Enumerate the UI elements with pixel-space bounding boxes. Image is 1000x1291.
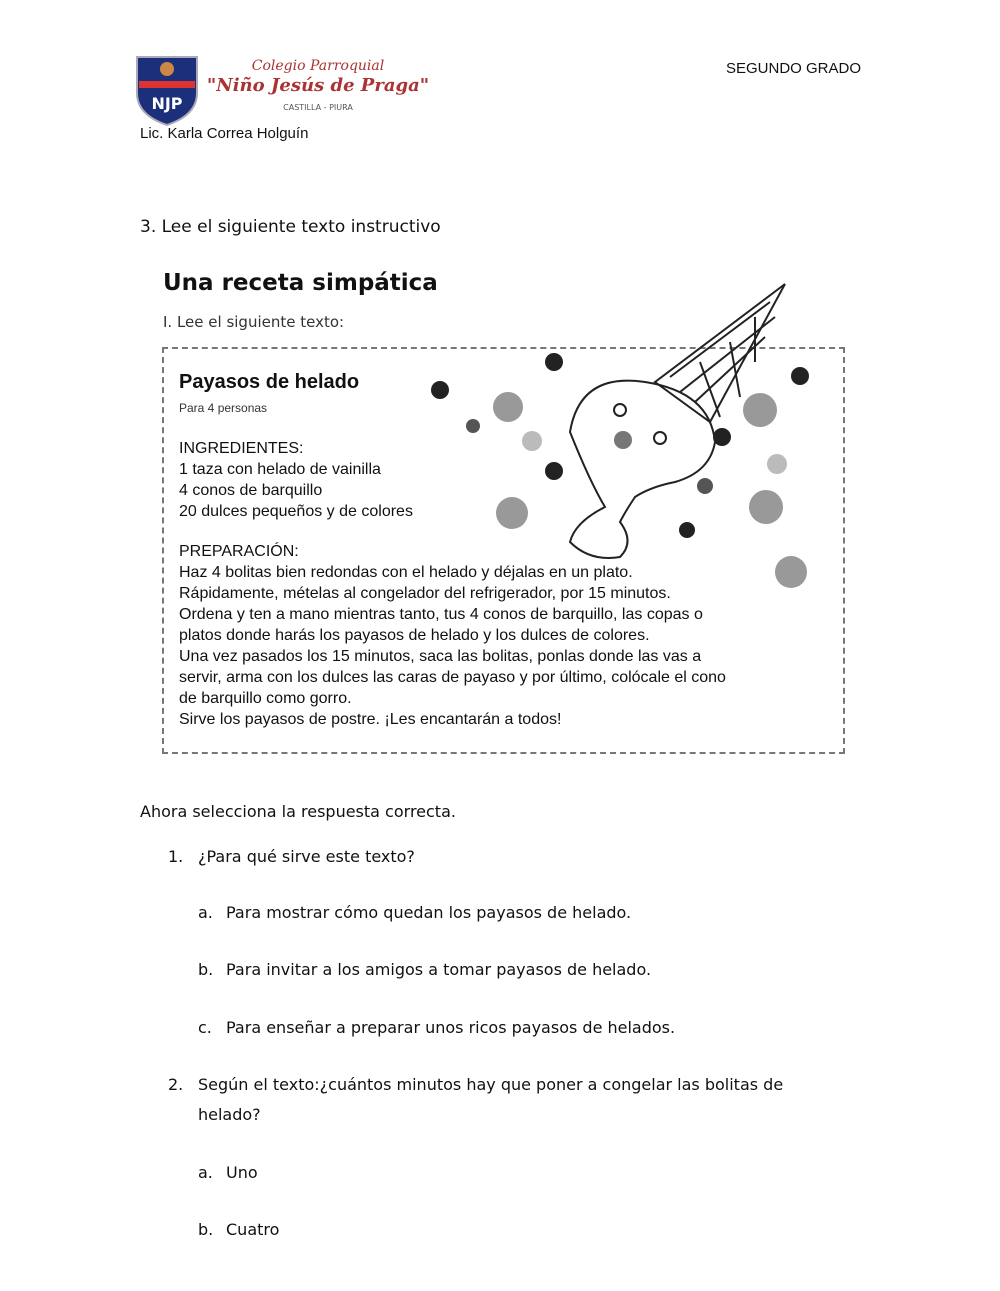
preparation-line: servir, arma con los dulces las caras de payaso y por último, colócale el cono xyxy=(179,669,726,686)
question-text-continued: helado? xyxy=(198,1105,261,1124)
preparation-line: platos donde harás los payasos de helado y los dulces de colores. xyxy=(179,627,650,644)
option-letter: a. xyxy=(198,903,213,922)
preparation-section xyxy=(179,541,726,730)
grade-label: SEGUNDO GRADO xyxy=(726,60,862,77)
ingredient-item: 1 taza con helado de vainilla xyxy=(179,461,381,478)
question-text: Según el texto:¿cuántos minutos hay que poner a congelar las bolitas de xyxy=(198,1075,784,1094)
svg-text:NJP: NJP xyxy=(151,94,183,113)
recipe-servings: Para 4 personas xyxy=(179,401,268,415)
svg-text:"Niño Jesús de Praga": "Niño Jesús de Praga" xyxy=(206,75,430,96)
ingredients-section xyxy=(179,438,413,522)
option-text[interactable]: Cuatro xyxy=(226,1220,280,1239)
instruction-heading: 3. Lee el siguiente texto instructivo xyxy=(140,217,441,237)
option-text[interactable]: Para enseñar a preparar unos ricos payasos de helados. xyxy=(226,1018,676,1037)
answer-prompt: Ahora selecciona la respuesta correcta. xyxy=(140,802,456,821)
svg-text:CASTILLA - PIURA: CASTILLA - PIURA xyxy=(283,103,353,112)
question-text: ¿Para qué sirve este texto? xyxy=(198,847,415,866)
recipe-subtitle: I. Lee el siguiente texto: xyxy=(163,313,345,331)
question-number: 2. xyxy=(168,1075,184,1094)
teacher-name: Lic. Karla Correa Holguín xyxy=(140,125,309,142)
preparation-line: Ordena y ten a mano mientras tanto, tus 4 conos de barquillo, las copas o xyxy=(179,606,703,623)
option-text[interactable]: Uno xyxy=(226,1163,258,1182)
ingredient-item: 4 conos de barquillo xyxy=(179,482,323,499)
option-text[interactable]: Para mostrar cómo quedan los payasos de helado. xyxy=(226,903,632,922)
preparation-line: Rápidamente, mételas al congelador del refrigerador, por 15 minutos. xyxy=(179,585,671,602)
option-letter: b. xyxy=(198,960,214,979)
option-letter: c. xyxy=(198,1018,212,1037)
option-letter: a. xyxy=(198,1163,213,1182)
preparation-line: Haz 4 bolitas bien redondas con el helado y déjalas en un plato. xyxy=(179,564,633,581)
option-letter: b. xyxy=(198,1220,214,1239)
question-number: 1. xyxy=(168,847,184,866)
preparation-line: Sirve los payasos de postre. ¡Les encantarán a todos! xyxy=(179,711,562,728)
ingredients-label: INGREDIENTES: xyxy=(179,440,304,457)
recipe-name: Payasos de helado xyxy=(179,371,360,393)
recipe-title: Una receta simpática xyxy=(163,270,438,296)
preparation-label: PREPARACIÓN: xyxy=(179,543,299,560)
option-text[interactable]: Para invitar a los amigos a tomar payasos de helado. xyxy=(226,960,652,979)
school-logo xyxy=(133,53,436,126)
svg-text:Colegio Parroquial: Colegio Parroquial xyxy=(251,58,385,74)
preparation-line: de barquillo como gorro. xyxy=(179,690,352,707)
ingredient-item: 20 dulces pequeños y de colores xyxy=(179,503,413,520)
preparation-line: Una vez pasados los 15 minutos, saca las bolitas, ponlas donde las vas a xyxy=(179,648,702,665)
